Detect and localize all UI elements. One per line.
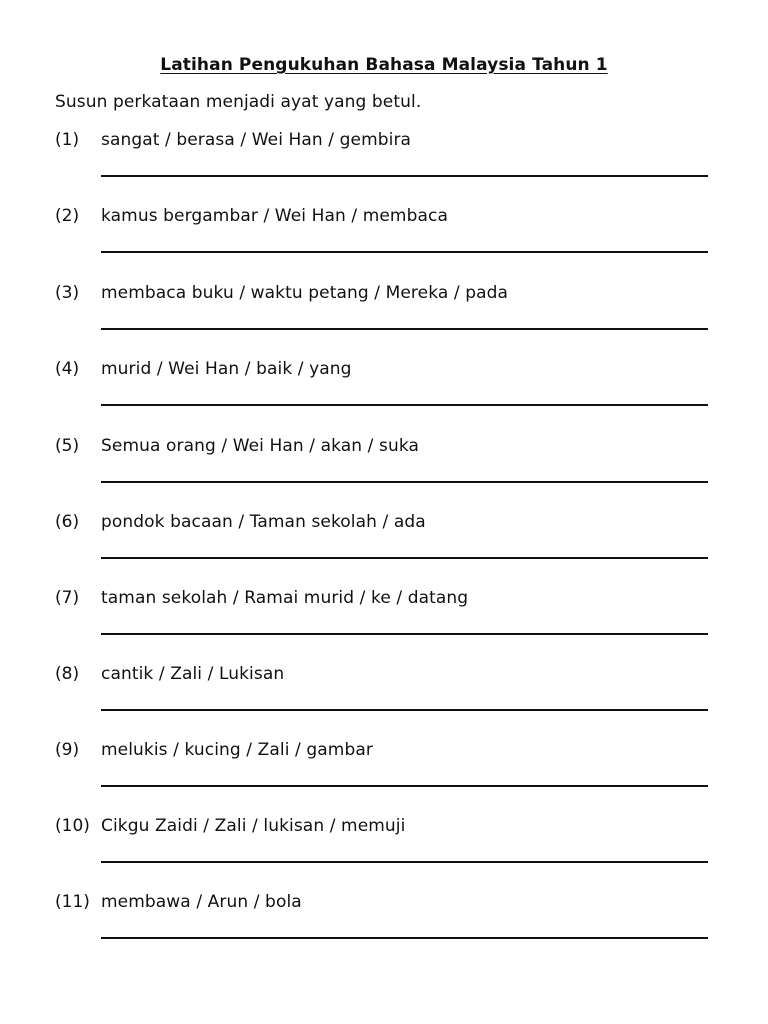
question-text: membaca buku / waktu petang / Mereka / pada bbox=[101, 283, 509, 303]
answer-line[interactable] bbox=[101, 709, 708, 711]
answer-line[interactable] bbox=[101, 557, 708, 559]
question-number: (10) bbox=[55, 816, 90, 836]
question-text: pondok bacaan / Taman sekolah / ada bbox=[101, 512, 426, 532]
question-text: taman sekolah / Ramai murid / ke / datang bbox=[101, 588, 469, 608]
answer-line[interactable] bbox=[101, 251, 708, 253]
answer-line[interactable] bbox=[101, 175, 708, 177]
answer-line[interactable] bbox=[101, 633, 708, 635]
question-number: (3) bbox=[55, 283, 80, 303]
answer-line[interactable] bbox=[101, 937, 708, 939]
question-item-10 bbox=[0, 816, 768, 892]
question-item-1 bbox=[0, 130, 768, 206]
question-text: kamus bergambar / Wei Han / membaca bbox=[101, 206, 448, 226]
answer-line[interactable] bbox=[101, 785, 708, 787]
question-item-6 bbox=[0, 512, 768, 588]
question-text: sangat / berasa / Wei Han / gembira bbox=[101, 130, 412, 150]
question-item-3 bbox=[0, 283, 768, 359]
answer-line[interactable] bbox=[101, 328, 708, 330]
question-number: (4) bbox=[55, 359, 80, 379]
question-item-9 bbox=[0, 740, 768, 816]
question-text: membawa / Arun / bola bbox=[101, 892, 302, 912]
instruction-text: Susun perkataan menjadi ayat yang betul. bbox=[55, 92, 422, 112]
question-item-5 bbox=[0, 436, 768, 512]
question-number: (6) bbox=[55, 512, 80, 532]
question-text: Cikgu Zaidi / Zali / lukisan / memuji bbox=[101, 816, 406, 836]
worksheet-title: Latihan Pengukuhan Bahasa Malaysia Tahun 1 bbox=[160, 55, 608, 75]
question-item-8 bbox=[0, 664, 768, 740]
answer-line[interactable] bbox=[101, 481, 708, 483]
question-item-2 bbox=[0, 206, 768, 282]
question-number: (9) bbox=[55, 740, 80, 760]
question-number: (1) bbox=[55, 130, 80, 150]
question-number: (7) bbox=[55, 588, 80, 608]
answer-line[interactable] bbox=[101, 404, 708, 406]
question-number: (8) bbox=[55, 664, 80, 684]
question-item-7 bbox=[0, 588, 768, 664]
question-text: melukis / kucing / Zali / gambar bbox=[101, 740, 373, 760]
question-text: murid / Wei Han / baik / yang bbox=[101, 359, 352, 379]
answer-line[interactable] bbox=[101, 861, 708, 863]
question-text: Semua orang / Wei Han / akan / suka bbox=[101, 436, 420, 456]
question-number: (11) bbox=[55, 892, 90, 912]
question-text: cantik / Zali / Lukisan bbox=[101, 664, 285, 684]
question-number: (2) bbox=[55, 206, 80, 226]
question-item-4 bbox=[0, 359, 768, 435]
question-item-11 bbox=[0, 892, 768, 968]
question-number: (5) bbox=[55, 436, 80, 456]
